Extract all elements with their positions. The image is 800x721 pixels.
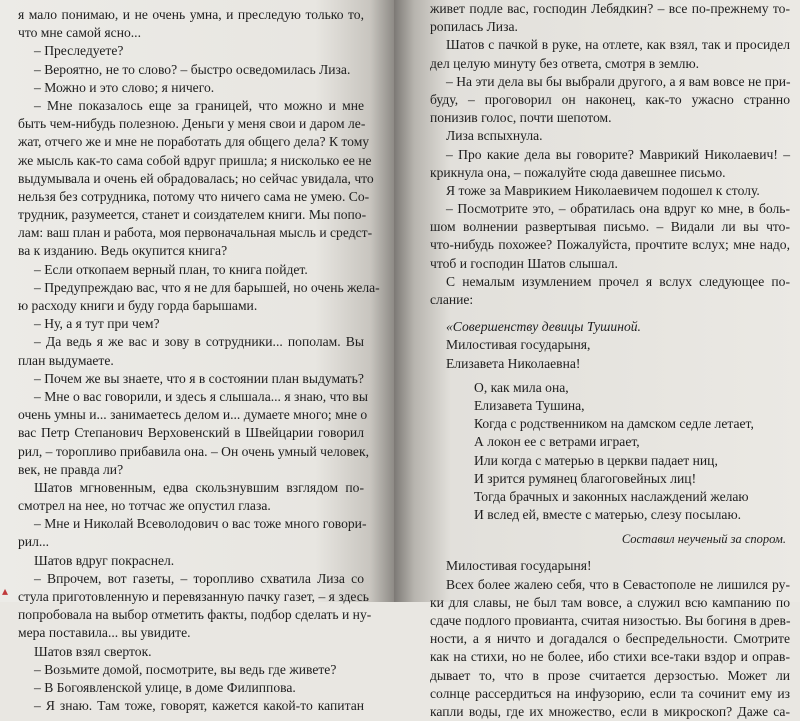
text-line: как на стихи, но не более, ибо стихи все-таки вздор и оправ- bbox=[430, 649, 790, 665]
text-line: трудник, разумеется, станет и соиздателем книги. Мы попо- bbox=[18, 207, 367, 223]
text-line: ропилась Лиза. bbox=[430, 19, 518, 35]
text-line: слание: bbox=[430, 292, 474, 307]
letter-dedication: «Совершенству девицы Тушиной. bbox=[446, 319, 641, 335]
text-line: век, не правда ли? bbox=[18, 461, 124, 477]
text-line: дел целую минуту без ответа, смотря в землю. bbox=[430, 55, 700, 71]
poem-line: Когда с родственником на дамском седле летает, bbox=[474, 416, 754, 432]
text-line: – Предупреждаю вас, что я не для барышей, но очень жела- bbox=[34, 279, 380, 295]
poem-line: И зрится румянец благоговейных лиц! bbox=[474, 470, 697, 486]
text-line: план выдумаете. bbox=[18, 352, 114, 368]
text-line: – Впрочем, вот газеты, – торопливо схватила Лиза со bbox=[34, 570, 364, 586]
text-line: – Мне показалось еще за границей, что можно и мне bbox=[34, 97, 364, 113]
text-line: – Посмотрите это, – обратилась она вдруг ко мне, в боль- bbox=[446, 201, 790, 217]
letter-salutation: Милостивая государыня, bbox=[446, 337, 591, 353]
text-line: – На эти дела вы бы выбрали другого, а я вам вовсе не при- bbox=[446, 73, 791, 89]
poem-line: И вслед ей, вместе с матерью, слезу посылаю. bbox=[474, 507, 742, 523]
text-line: капли воды, где их множество, если в микроскоп? Даже са- bbox=[430, 703, 790, 719]
text-line: шом волнении развертывая письмо. – Видали ли вы что- bbox=[430, 219, 790, 235]
poem-line: А локон ее с ветрами играет, bbox=[474, 434, 640, 450]
text-line: живет подле вас, господин Лебядкин? – все по-прежнему то- bbox=[430, 1, 790, 16]
text-line: понизив голос, почти шепотом. bbox=[430, 110, 612, 126]
poem-line: О, как мила она, bbox=[474, 379, 569, 395]
text-line: Шатов вдруг покраснел. bbox=[34, 552, 175, 568]
poem-line: Или когда с матерью в церкви падает ниц, bbox=[474, 452, 718, 468]
text-line: ю расходу книги и буду горда барышами. bbox=[18, 298, 258, 313]
text-line: мера поставила... вы увидите. bbox=[18, 625, 191, 641]
text-line: смотрел на нее, но тотчас же опустил глаза. bbox=[18, 498, 271, 514]
text-line: – Преследуете? bbox=[34, 43, 124, 59]
text-line: – Можно и это слово; я ничего. bbox=[34, 79, 215, 95]
text-line: жат, отчего же и мне не поработать для общего дела? К тому bbox=[18, 134, 370, 150]
letter-salutation: Елизавета Николаевна! bbox=[446, 355, 581, 371]
text-line: нельзя без сотрудника, потому что ничего сама не умею. Со- bbox=[18, 188, 370, 204]
text-line: солнце рассердиться на инфузорию, если та сочинит ему из bbox=[430, 685, 790, 701]
text-line: вас Петр Степанович Верховенский в Швейцарии говорил bbox=[18, 425, 364, 441]
text-line: выдумывала и очень ей обрадовалась; но сейчас увидала, что bbox=[18, 170, 374, 186]
text-line: ности, а я ничто и догадался о беспредельности. Смотрите bbox=[430, 631, 790, 647]
text-line: Шатов мгновенным, едва скользнувшим взглядом по- bbox=[34, 479, 364, 495]
text-line: – Ну, а я тут при чем? bbox=[34, 316, 160, 332]
text-line: Я тоже за Маврикием Николаевичем подошел к столу. bbox=[446, 182, 760, 198]
poem-line: Тогда брачных и законных наслаждений желаю bbox=[474, 488, 749, 504]
text-line: Лиза вспыхнула. bbox=[446, 128, 543, 144]
text-line: – Я знаю. Там тоже, говорят, кажется какой-то капитан bbox=[34, 698, 364, 714]
text-line: что-нибудь похожее? Пожалуйста, прочтите вслух; мне надо, bbox=[430, 237, 790, 253]
text-line: быть чем-нибудь полезною. Деньги у меня свои и даром ле- bbox=[18, 116, 366, 132]
text-line: – Мне и Николай Всеволодович о вас тоже много говори- bbox=[34, 516, 367, 532]
text-line: – Про какие дела вы говорите? Маврикий Николаевич! – bbox=[446, 146, 790, 162]
text-line: чтоб и господин Шатов слышал. bbox=[430, 255, 618, 271]
text-line: рил, – торопливо прибавила она. – Он очень умный человек, bbox=[18, 443, 369, 459]
text-line: рил... bbox=[18, 534, 50, 550]
text-line: очень умны и... занимаетесь делом и... думаете много; мне о bbox=[18, 407, 368, 423]
text-line: стула приготовленную и перевязанную пачку газет, – я здесь bbox=[18, 589, 369, 604]
text-line: Всех более жалею себя, что в Севастополе не лишился ру- bbox=[446, 576, 790, 592]
text-line: сдаче подлого провианта, считая низостью. Вы богиня в древ- bbox=[430, 613, 791, 628]
text-line: крикнула она, – пожалуйте сюда давешнее письмо. bbox=[430, 164, 726, 180]
text-line: – В Богоявленской улице, в доме Филиппова. bbox=[34, 679, 296, 695]
text-line: С немалым изумлением прочел я вслух следующее по- bbox=[446, 273, 790, 289]
text-line: дывает то, что в прозе считается дерзостью. Может ли bbox=[430, 667, 790, 683]
text-line: – Мне о вас говорили, и здесь я слышала... я знаю, что вы bbox=[34, 388, 368, 404]
text-line: ки для славы, не был там вовсе, а служил всю кампанию по bbox=[430, 594, 790, 610]
text-line: буду, – проговорил он наконец, как-то ужасно странно bbox=[430, 91, 790, 107]
right-page bbox=[394, 0, 800, 719]
text-line: Шатов взял сверток. bbox=[34, 643, 152, 659]
poem-signature: Составил неученый за спором. bbox=[621, 532, 786, 547]
text-line: ва к изданию. Ведь окупится книга? bbox=[18, 243, 228, 259]
text-line: – Возьмите домой, посмотрите, вы ведь где живете? bbox=[34, 661, 337, 677]
text-line: – Да ведь я же вас и зову в сотрудники... пополам. Вы bbox=[34, 334, 364, 350]
text-line: – Почем же вы знаете, что я в состоянии план выдумать? bbox=[34, 370, 364, 386]
text-line: попробовала на выбор отметить факты, подбор сделать и ну- bbox=[18, 607, 372, 623]
left-page bbox=[0, 0, 394, 714]
red-margin-mark-icon: ▴ bbox=[2, 584, 9, 598]
poem-line: Елизавета Тушина, bbox=[474, 397, 585, 413]
text-line: – Вероятно, не то слово? – быстро осведомилась Лиза. bbox=[34, 61, 351, 77]
text-line: Шатов с пачкой в руке, на отлете, как взял, так и просидел bbox=[446, 37, 790, 53]
text-line: я мало понимаю, и не очень умна, и преследую только то, bbox=[18, 7, 364, 22]
text-line: что мне самой ясно... bbox=[18, 25, 141, 41]
text-line: же мысль как-то сама собой вдруг пришла; я нисколько ее не bbox=[18, 152, 372, 168]
text-line: Милостивая государыня! bbox=[446, 558, 592, 574]
text-line: лам: ваш план и работа, моя первоначальная мысль и средст- bbox=[18, 225, 373, 241]
text-line: – Если откопаем верный план, то книга пойдет. bbox=[34, 261, 308, 277]
